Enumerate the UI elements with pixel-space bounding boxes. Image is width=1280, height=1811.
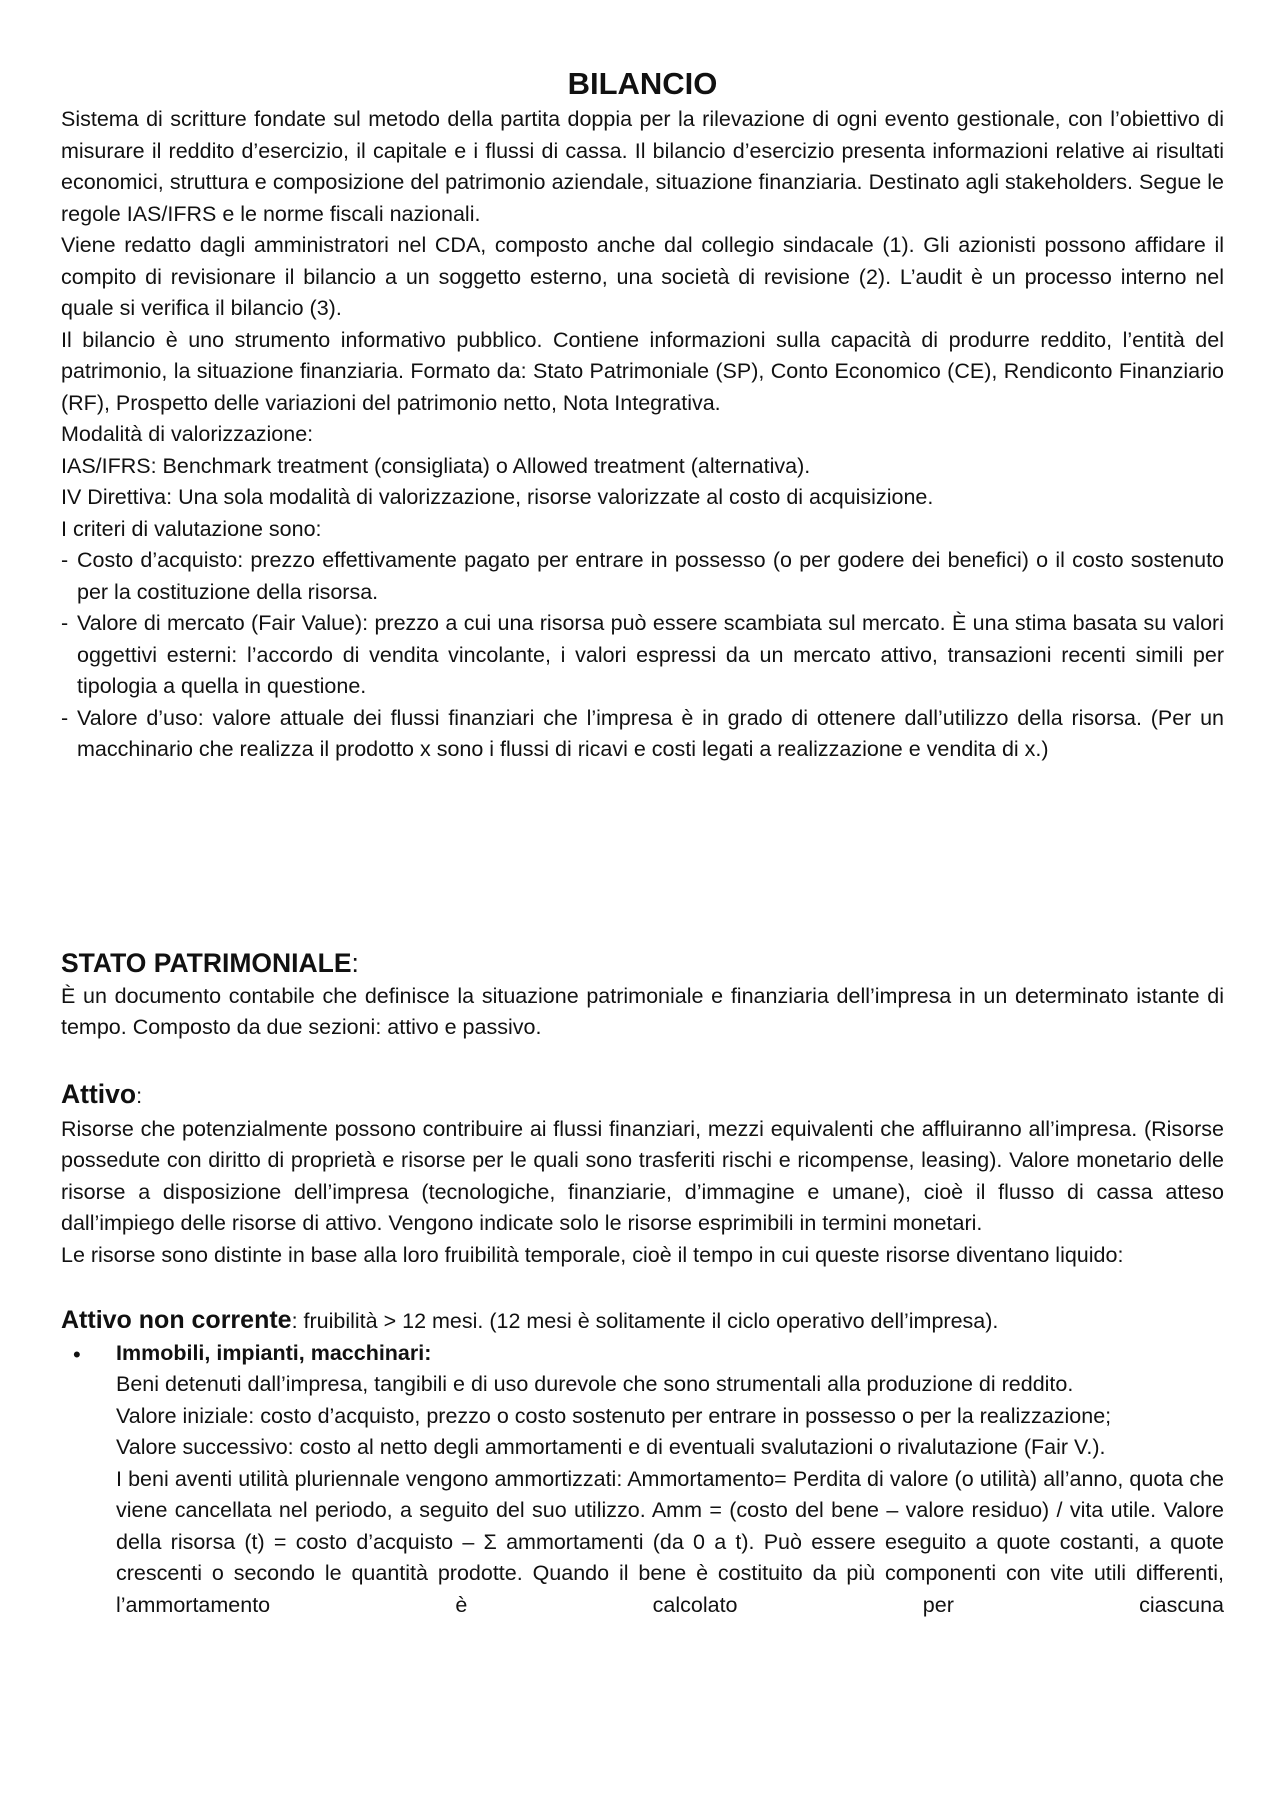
dash-marker: - — [61, 705, 69, 730]
stato-patrimoniale-text: È un documento contabile che definisce la situazione patrimoniale e finanziaria dell’impresa in un determinato istante di tempo. Composto da due sezioni: attivo e passivo. — [61, 983, 1224, 1039]
stato-patrimoniale-heading — [61, 945, 1224, 981]
attivo-non-corrente-text: : fruibilità > 12 mesi. (12 mesi è solitamente il ciclo operativo dell’impresa). — [291, 1309, 999, 1333]
criterio-item — [61, 703, 1224, 766]
intro-paragraph-3: Il bilancio è uno strumento informativo pubblico. Contiene informazioni sulla capacità di produrre reddito, l’entità del patrimonio, la situazione finanziaria. Formato da: Stato Patrimoniale (SP), Conto Economico (CE), Rendiconto Finanziario (RF), Prospetto delle variazioni del patrimonio netto, Nota Integrativa. — [61, 327, 1224, 415]
valorizzazione-label: Modalità di valorizzazione: — [61, 422, 314, 446]
bullet-icon: • — [73, 1341, 81, 1367]
iv-direttiva-line: IV Direttiva: Una sola modalità di valorizzazione, risorse valorizzate al costo di acquisizione. — [61, 485, 934, 509]
criteri-label: I criteri di valutazione sono: — [61, 516, 322, 541]
immobili-title: Immobili, impianti, macchinari: — [116, 1340, 432, 1365]
dash-marker: - — [61, 548, 69, 572]
intro-paragraph-2: Viene redatto dagli amministratori nel CDA, composto anche dal collegio sindacale (1). Gli azionisti possono affidare il compito di revisionare il bilancio a un soggetto esterno, una società di revisione (2). L’audit è un processo interno nel quale si verifica il bilancio (3). — [61, 233, 1224, 320]
immobili-line-3: Valore successivo: costo al netto degli ammortamenti e di eventuali svalutazioni o rivalutazione (Fair V.). — [116, 1435, 1106, 1459]
attivo-paragraph-2: Le risorse sono distinte in base alla loro fruibilità temporale, cioè il tempo in cui queste risorse diventano liquido: — [61, 1242, 1124, 1267]
heading-colon: : — [136, 1083, 143, 1108]
ias-line: IAS/IFRS: Benchmark treatment (consigliata) o Allowed treatment (alternativa). — [61, 453, 811, 478]
criterio-text: Valore di mercato (Fair Value): prezzo a cui una risorsa può essere scambiata sul mercato. È una stima basata su valori oggettivi esterni: l’accordo di vendita vincolante, i valori espressi da un mercato attivo, transazioni recenti simili per tipologia a quella in questione. — [77, 611, 1224, 698]
attivo-non-corrente-line — [61, 1305, 1224, 1338]
criterio-item — [61, 545, 1224, 608]
stato-patrimoniale-title: STATO PATRIMONIALE — [61, 947, 352, 978]
criterio-text: Valore d’uso: valore attuale dei flussi finanziari che l’impresa è in grado di ottenere dall’utilizzo della risorsa. (Per un macchinario che realizza il prodotto x sono i flussi di ricavi e costi legati a realizzazione e vendita di x.) — [77, 705, 1224, 761]
attivo-non-corrente-title: Attivo non corrente — [61, 1306, 292, 1334]
dash-marker: - — [61, 611, 69, 635]
document-title: BILANCIO — [567, 66, 718, 101]
immobili-line-1: Beni detenuti dall’impresa, tangibili e di uso durevole che sono strumentali alla produzione di reddito. — [116, 1372, 1074, 1396]
attivo-heading — [61, 1076, 1224, 1114]
intro-paragraph-1: Sistema di scritture fondate sul metodo della partita doppia per la rilevazione di ogni evento gestionale, con l’obiettivo di misurare il reddito d’esercizio, il capitale e i flussi di cassa. Il bilancio d’esercizio presenta informazioni relative ai risultati economici, struttura e composizione del patrimonio aziendale, situazione finanziaria. Destinato agli stakeholders. Segue le regole IAS/IFRS e le norme fiscali nazionali. — [61, 107, 1224, 226]
attivo-paragraph-1: Risorse che potenzialmente possono contribuire ai flussi finanziari, mezzi equivalenti che affluiranno all’impresa. (Risorse possedute con diritto di proprietà e risorse per le quali sono trasferiti rischi e ricompense, leasing). Valore monetario delle risorse a disposizione dell’impresa (tecnologiche, finanziarie, d’immagine e umane), cioè il flusso di cassa atteso dall’impiego delle risorse di attivo. Vengono indicate solo le risorse esprimibili in termini monetari. — [61, 1116, 1224, 1235]
immobili-line-4: I beni aventi utilità pluriennale vengono ammortizzati: Ammortamento= Perdita di valore (o utilità) all’anno, quota che viene cancellata nel periodo, a seguito del suo utilizzo. Amm = (costo del bene – valore residuo) / vita utile. Valore della risorsa (t) = costo d’acquisto – Σ ammortamenti (da 0 a t). Può essere eseguito a quote costanti, a quote crescenti o secondo le quantità prodotte. Quando il bene è costituito da più componenti con vite utili differenti, l’ammortamento è calcolato per ciascuna — [116, 1466, 1224, 1617]
criterio-text: Costo d’acquisto: prezzo effettivamente pagato per entrare in possesso (o per godere dei benefici) o il costo sostenuto per la costituzione della risorsa. — [77, 548, 1224, 604]
immobili-bullet-item — [61, 1338, 1224, 1622]
attivo-title: Attivo — [61, 1078, 137, 1109]
heading-colon: : — [351, 947, 359, 978]
immobili-line-2: Valore iniziale: costo d’acquisto, prezzo o costo sostenuto per entrare in possesso o per la realizzazione; — [116, 1403, 1112, 1428]
criterio-item — [61, 608, 1224, 703]
